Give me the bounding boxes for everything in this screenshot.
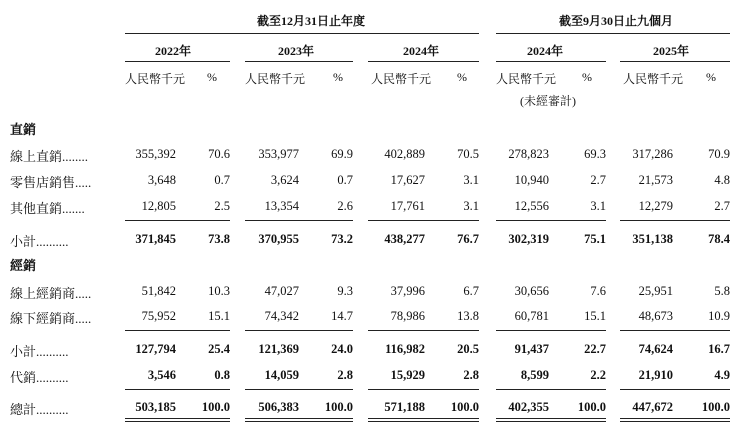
row-label-online-distributors: 線上經銷商..... — [10, 286, 92, 301]
percent-cell: 3.1 — [463, 199, 479, 213]
amount-cell: 503,185 — [135, 400, 176, 414]
total-double-rule — [368, 418, 479, 422]
percent-cell: 5.8 — [714, 284, 730, 298]
year-header-2024-nine: 2024年 — [527, 44, 564, 58]
period-header-year-ended: 截至12月31日止年度 — [257, 14, 366, 28]
amount-cell: 402,355 — [508, 400, 549, 414]
percent-cell: 2.8 — [463, 368, 479, 382]
percent-cell: 14.7 — [331, 309, 353, 323]
year-rule-2025-nine — [620, 61, 730, 62]
year-header-2022: 2022年 — [155, 44, 192, 58]
unit-label: 人民幣千元 — [125, 72, 186, 86]
pct-label: % — [333, 70, 343, 84]
percent-cell: 10.9 — [708, 309, 730, 323]
row-label-retail-store: 零售店銷售..... — [10, 175, 92, 190]
percent-cell: 10.3 — [208, 284, 230, 298]
amount-cell: 10,940 — [514, 173, 549, 187]
amount-cell: 91,437 — [514, 342, 549, 356]
row-label-total: 總計.......... — [10, 402, 69, 417]
percent-cell: 15.1 — [208, 309, 230, 323]
percent-cell: 4.8 — [714, 173, 730, 187]
amount-cell: 15,929 — [390, 368, 425, 382]
percent-cell: 4.9 — [714, 368, 730, 382]
amount-cell: 60,781 — [514, 309, 549, 323]
total-double-rule — [245, 418, 353, 422]
percent-cell: 2.2 — [590, 368, 606, 382]
unit-label: 人民幣千元 — [371, 72, 432, 86]
total-rule — [496, 389, 606, 390]
amount-cell: 3,624 — [270, 173, 299, 187]
amount-cell: 127,794 — [135, 342, 176, 356]
percent-cell: 70.5 — [457, 147, 479, 161]
pct-label: % — [457, 70, 467, 84]
percent-cell: 15.1 — [584, 309, 606, 323]
percent-cell: 3.1 — [463, 173, 479, 187]
amount-cell: 74,342 — [264, 309, 299, 323]
amount-cell: 371,845 — [135, 232, 176, 246]
percent-cell: 9.3 — [337, 284, 353, 298]
amount-cell: 121,369 — [258, 342, 299, 356]
subtotal-rule — [245, 330, 353, 331]
row-label-subtotal-direct: 小計.......... — [10, 234, 69, 249]
amount-cell: 506,383 — [258, 400, 299, 414]
unit-label: 人民幣千元 — [496, 72, 557, 86]
unit-label: 人民幣千元 — [245, 72, 306, 86]
amount-cell: 8,599 — [520, 368, 549, 382]
amount-cell: 51,842 — [141, 284, 176, 298]
percent-cell: 3.1 — [590, 199, 606, 213]
percent-cell: 73.2 — [331, 232, 353, 246]
total-rule — [368, 389, 479, 390]
amount-cell: 12,279 — [638, 199, 673, 213]
amount-cell: 21,910 — [638, 368, 673, 382]
amount-cell: 317,286 — [632, 147, 673, 161]
amount-cell: 47,027 — [264, 284, 299, 298]
pct-label: % — [207, 70, 217, 84]
percent-cell: 20.5 — [457, 342, 479, 356]
total-rule — [620, 389, 730, 390]
amount-cell: 30,656 — [514, 284, 549, 298]
amount-cell: 402,889 — [384, 147, 425, 161]
subtotal-rule — [620, 220, 730, 221]
total-double-rule — [125, 418, 230, 422]
percent-cell: 76.7 — [457, 232, 479, 246]
total-rule — [125, 389, 230, 390]
amount-cell: 351,138 — [632, 232, 673, 246]
amount-cell: 3,648 — [147, 173, 176, 187]
amount-cell: 353,977 — [258, 147, 299, 161]
percent-cell: 13.8 — [457, 309, 479, 323]
subtotal-rule — [368, 330, 479, 331]
subtotal-rule — [245, 220, 353, 221]
total-double-rule — [496, 418, 606, 422]
amount-cell: 74,624 — [638, 342, 673, 356]
percent-cell: 2.7 — [714, 199, 730, 213]
subtotal-rule — [368, 220, 479, 221]
percent-cell: 100.0 — [324, 400, 353, 414]
amount-cell: 12,556 — [514, 199, 549, 213]
subtotal-rule — [125, 220, 230, 221]
year-rule-2024-nine — [496, 61, 606, 62]
amount-cell: 438,277 — [384, 232, 425, 246]
period-rule-nine — [496, 33, 730, 34]
unit-label: 人民幣千元 — [623, 72, 684, 86]
amount-cell: 571,188 — [384, 400, 425, 414]
amount-cell: 78,986 — [390, 309, 425, 323]
percent-cell: 2.5 — [214, 199, 230, 213]
percent-cell: 24.0 — [331, 342, 353, 356]
row-label-offline-distributors: 線下經銷商..... — [10, 311, 92, 326]
amount-cell: 37,996 — [390, 284, 425, 298]
amount-cell: 75,952 — [141, 309, 176, 323]
amount-cell: 13,354 — [264, 199, 299, 213]
percent-cell: 0.7 — [337, 173, 353, 187]
percent-cell: 0.8 — [214, 368, 230, 382]
amount-cell: 355,392 — [135, 147, 176, 161]
amount-cell: 21,573 — [638, 173, 673, 187]
amount-cell: 14,059 — [264, 368, 299, 382]
pct-label: % — [706, 70, 716, 84]
amount-cell: 17,627 — [390, 173, 425, 187]
row-label-online-direct: 線上直銷........ — [10, 149, 89, 164]
year-header-2023: 2023年 — [278, 44, 315, 58]
year-header-2024: 2024年 — [403, 44, 440, 58]
amount-cell: 25,951 — [638, 284, 673, 298]
total-rule — [245, 389, 353, 390]
percent-cell: 69.3 — [584, 147, 606, 161]
pct-label: % — [582, 70, 592, 84]
year-rule-2022 — [125, 61, 230, 62]
percent-cell: 100.0 — [701, 400, 730, 414]
subtotal-rule — [496, 220, 606, 221]
percent-cell: 70.9 — [708, 147, 730, 161]
section-distribution: 經銷 — [10, 258, 37, 273]
period-rule-year — [125, 33, 479, 34]
percent-cell: 70.6 — [208, 147, 230, 161]
amount-cell: 302,319 — [508, 232, 549, 246]
row-label-consignment: 代銷.......... — [10, 370, 69, 385]
subtotal-rule — [125, 330, 230, 331]
percent-cell: 6.7 — [463, 284, 479, 298]
amount-cell: 116,982 — [385, 342, 425, 356]
amount-cell: 12,805 — [141, 199, 176, 213]
total-double-rule — [620, 418, 730, 422]
year-rule-2023 — [245, 61, 353, 62]
percent-cell: 78.4 — [708, 232, 730, 246]
amount-cell: 278,823 — [508, 147, 549, 161]
percent-cell: 100.0 — [450, 400, 479, 414]
percent-cell: 25.4 — [208, 342, 230, 356]
percent-cell: 7.6 — [590, 284, 606, 298]
row-label-other-direct: 其他直銷....... — [10, 201, 85, 216]
percent-cell: 2.6 — [337, 199, 353, 213]
subtotal-rule — [496, 330, 606, 331]
percent-cell: 100.0 — [577, 400, 606, 414]
percent-cell: 0.7 — [214, 173, 230, 187]
year-header-2025-nine: 2025年 — [653, 44, 690, 58]
year-rule-2024 — [368, 61, 479, 62]
percent-cell: 16.7 — [708, 342, 730, 356]
subtotal-rule — [620, 330, 730, 331]
percent-cell: 73.8 — [208, 232, 230, 246]
amount-cell: 370,955 — [258, 232, 299, 246]
period-header-nine-months: 截至9月30日止九個月 — [559, 14, 674, 28]
amount-cell: 48,673 — [638, 309, 673, 323]
percent-cell: 69.9 — [331, 147, 353, 161]
section-direct-sales: 直銷 — [10, 122, 37, 137]
amount-cell: 3,546 — [147, 368, 176, 382]
percent-cell: 75.1 — [584, 232, 606, 246]
percent-cell: 100.0 — [201, 400, 230, 414]
amount-cell: 447,672 — [632, 400, 673, 414]
row-label-subtotal-distribution: 小計.......... — [10, 344, 69, 359]
amount-cell: 17,761 — [390, 199, 425, 213]
percent-cell: 2.7 — [590, 173, 606, 187]
unaudited-note: (未經審計) — [520, 94, 576, 108]
percent-cell: 22.7 — [584, 342, 606, 356]
percent-cell: 2.8 — [337, 368, 353, 382]
